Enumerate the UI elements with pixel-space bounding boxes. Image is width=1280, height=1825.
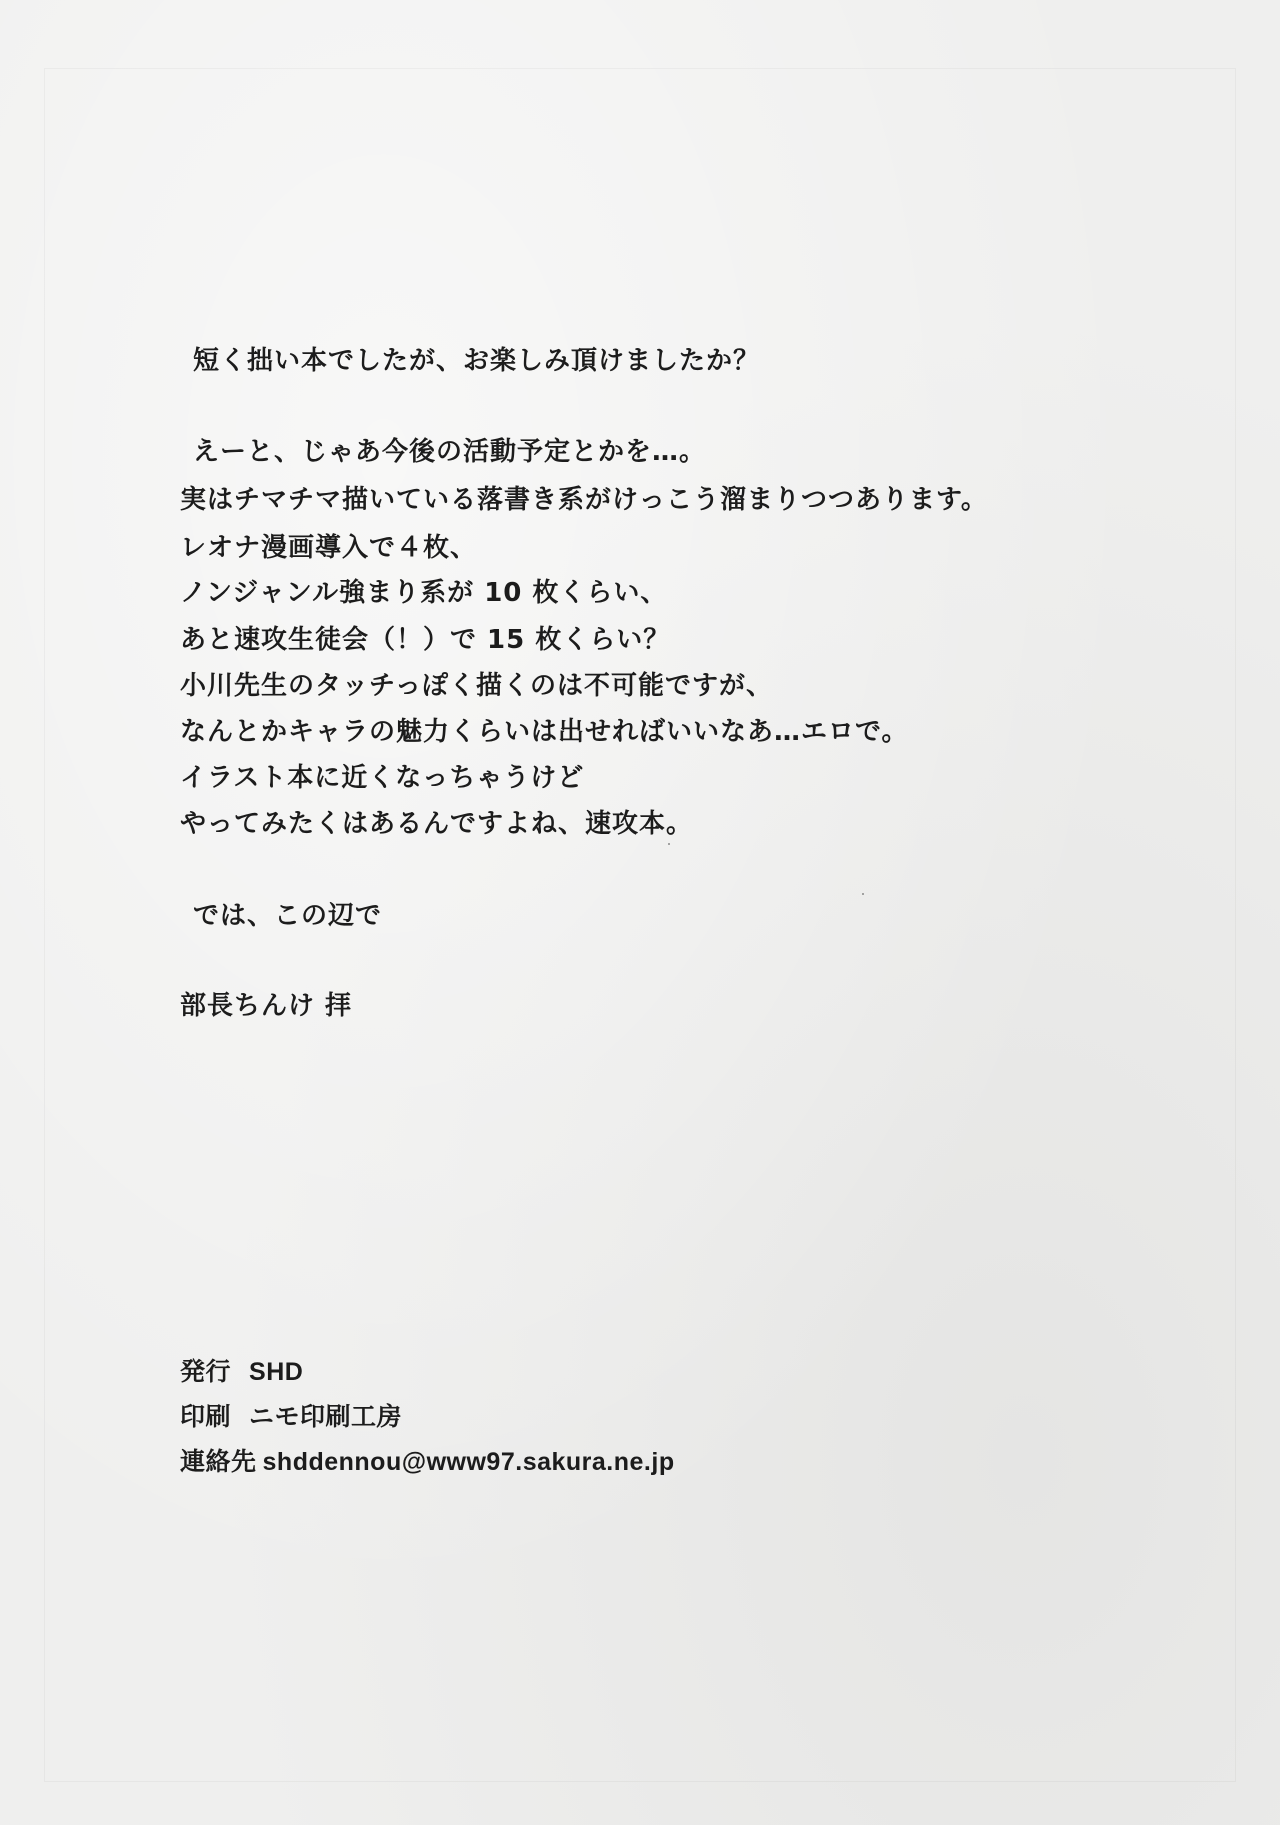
intro-line: 短く拙い本でしたが、お楽しみ頂けましたか？ <box>193 346 761 376</box>
publisher-value: SHD <box>249 1358 304 1386</box>
paper-speck <box>862 893 864 895</box>
body-line-3: レオナ漫画導入で４枚、 <box>180 533 478 563</box>
body-line-8: イラスト本に近くなっちゃうけど <box>180 763 585 793</box>
contact-value: shddennou@www97.sakura.ne.jp <box>262 1448 675 1476</box>
body-line-4: ノンジャンル強まり系が 10 枚くらい、 <box>180 578 668 608</box>
body-line-5: あと速攻生徒会（！）で 15 枚くらい？ <box>180 625 671 655</box>
publisher-row <box>180 1356 303 1388</box>
publisher-label: 発行 <box>180 1357 232 1386</box>
body-line-9: やってみたくはあるんですよね、速攻本。 <box>180 809 694 839</box>
body-line-7: なんとかキャラの魅力くらいは出せればいいなあ…エロで。 <box>180 717 909 747</box>
contact-label: 連絡先 <box>180 1447 257 1476</box>
body-line-1: えーと、じゃあ今後の活動予定とかを…。 <box>193 437 707 467</box>
contact-row <box>180 1446 675 1478</box>
printer-value: ニモ印刷工房 <box>249 1403 403 1431</box>
paper-speck <box>668 843 670 845</box>
printer-row <box>180 1401 402 1433</box>
printer-label: 印刷 <box>180 1402 232 1431</box>
body-line-6: 小川先生のタッチっぽく描くのは不可能ですが、 <box>180 671 773 701</box>
signature-line: 部長ちんけ 拝 <box>180 991 353 1021</box>
closing-line: では、この辺で <box>193 901 383 931</box>
body-line-2: 実はチマチマ描いている落書き系がけっこう溜まりつつあります。 <box>180 485 988 515</box>
